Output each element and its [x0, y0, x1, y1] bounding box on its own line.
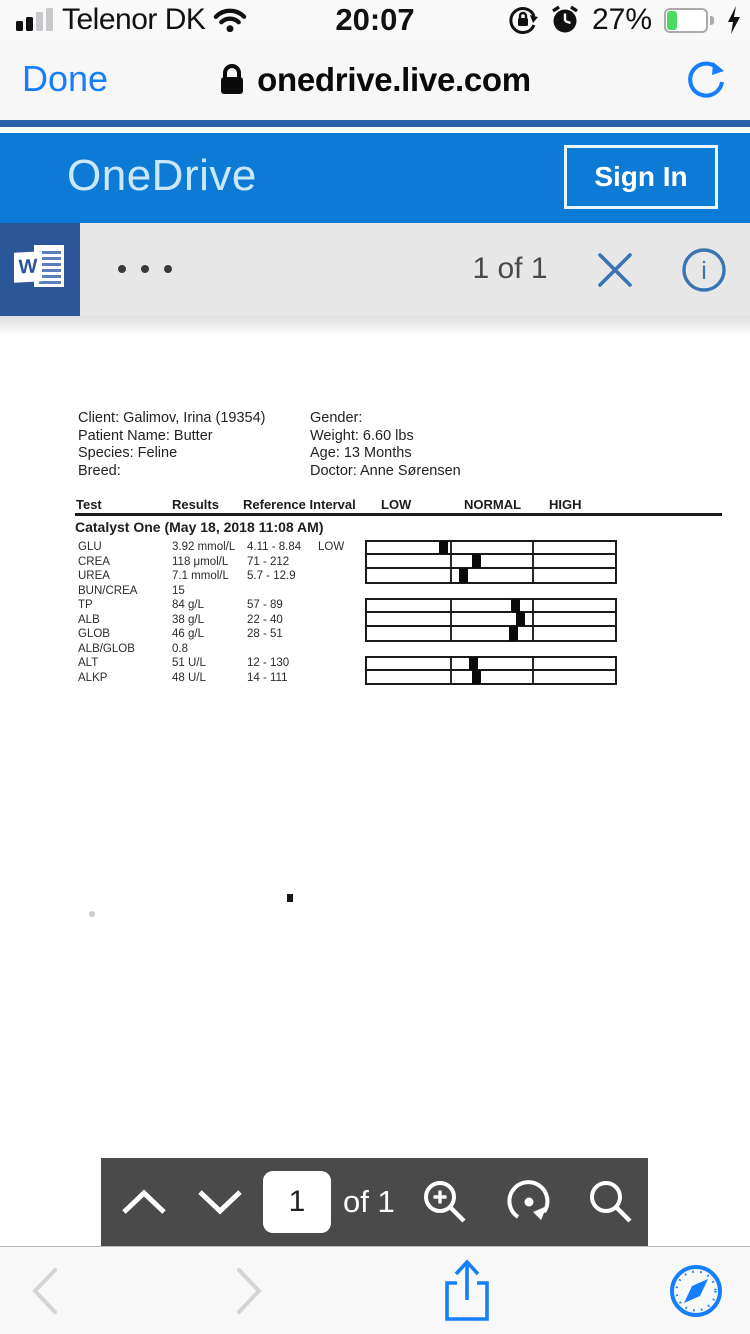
- row-result: 15: [172, 584, 185, 597]
- page-count-label: of 1: [343, 1184, 395, 1219]
- client-line: Patient Name: Butter: [78, 427, 213, 444]
- range-bar: [365, 569, 617, 584]
- forward-icon[interactable]: [226, 1247, 274, 1334]
- row-test: ALB/GLOB: [78, 642, 135, 655]
- col-results: Results: [172, 497, 219, 512]
- row-interval: 57 - 89: [247, 599, 283, 611]
- table-row: [75, 584, 725, 599]
- table-row: [75, 540, 725, 555]
- range-bar: [365, 613, 617, 628]
- result-marker: [516, 612, 525, 627]
- col-normal: NORMAL: [464, 497, 522, 512]
- safari-url-bar: [0, 40, 750, 120]
- scan-speck: [287, 894, 293, 902]
- result-marker: [459, 568, 468, 583]
- range-tick: [450, 613, 452, 626]
- page-number-input[interactable]: [263, 1171, 331, 1233]
- range-bar: [365, 555, 617, 570]
- client-line: Age: 13 Months: [310, 445, 412, 461]
- range-tick: [450, 671, 452, 684]
- row-test: ALB: [78, 613, 100, 626]
- range-tick: [532, 600, 534, 611]
- range-tick: [532, 658, 534, 669]
- next-page-icon[interactable]: [193, 1158, 247, 1246]
- word-file-icon: W: [14, 243, 66, 297]
- range-bar: [365, 671, 617, 686]
- row-result: 84 g/L: [172, 599, 204, 611]
- table-row: [75, 613, 725, 628]
- lock-icon: [219, 63, 245, 97]
- row-result: 3.92 mmol/L: [172, 541, 236, 553]
- row-test: GLOB: [78, 628, 110, 640]
- table-row: [75, 598, 725, 613]
- share-icon[interactable]: [438, 1247, 496, 1334]
- more-options-button[interactable]: [118, 265, 172, 273]
- viewer-toolbar: [0, 223, 750, 316]
- client-line: Client: Galimov, Irina (19354): [78, 410, 266, 426]
- row-result: 7.1 mmol/L: [172, 570, 229, 582]
- table-row: [75, 642, 725, 657]
- row-test: BUN/CREA: [78, 584, 138, 597]
- section-title: Catalyst One (May 18, 2018 11:08 AM): [75, 519, 324, 535]
- address-field[interactable]: [0, 40, 750, 120]
- range-bar: [365, 598, 617, 613]
- done-button[interactable]: Done: [22, 58, 109, 99]
- range-tick: [532, 613, 534, 626]
- result-marker: [469, 657, 478, 670]
- carrier-label: Telenor DK: [62, 3, 206, 36]
- row-test: GLU: [78, 541, 102, 553]
- table-row: [75, 671, 725, 686]
- table-row: [75, 569, 725, 584]
- row-interval: 14 - 111: [247, 671, 288, 684]
- charging-bolt-icon: [726, 6, 742, 34]
- result-marker: [439, 541, 448, 554]
- battery-icon: [664, 8, 714, 33]
- row-interval: 28 - 51: [247, 628, 283, 640]
- info-icon[interactable]: [681, 247, 727, 293]
- test-rows: [75, 540, 725, 685]
- scan-speck: [89, 911, 95, 917]
- table-row: [75, 555, 725, 570]
- result-marker: [509, 626, 518, 641]
- search-icon[interactable]: [583, 1158, 639, 1246]
- onedrive-header: [0, 133, 750, 223]
- pager-toolbar: [101, 1158, 648, 1246]
- toolbar-shadow: [0, 316, 750, 334]
- range-bar: [365, 627, 617, 642]
- safari-compass-icon[interactable]: [666, 1247, 726, 1334]
- row-flag: LOW: [318, 541, 345, 553]
- row-result: 38 g/L: [172, 613, 204, 626]
- row-test: TP: [78, 599, 93, 611]
- range-tick: [532, 555, 534, 568]
- result-marker: [472, 670, 481, 685]
- client-line: Breed:: [78, 462, 121, 479]
- refresh-icon[interactable]: [684, 58, 728, 106]
- divider: [0, 127, 750, 133]
- range-tick: [532, 542, 534, 553]
- range-tick: [450, 555, 452, 568]
- row-test: ALKP: [78, 671, 108, 684]
- progress-bar: [0, 120, 750, 127]
- col-test: Test: [76, 497, 102, 512]
- range-bar: [365, 540, 617, 555]
- status-bar: [0, 0, 750, 40]
- range-tick: [450, 658, 452, 669]
- onedrive-logo: OneDrive: [67, 151, 257, 200]
- client-line: Gender:: [310, 410, 363, 426]
- range-tick: [532, 627, 534, 640]
- range-tick: [450, 627, 452, 640]
- result-marker: [511, 599, 520, 612]
- battery-fill: [667, 11, 677, 30]
- clock: 20:07: [335, 2, 415, 37]
- range-bar: [365, 656, 617, 671]
- row-result: 46 g/L: [172, 628, 204, 640]
- row-result: 48 U/L: [172, 671, 206, 684]
- row-interval: 12 - 130: [247, 657, 290, 669]
- range-tick: [532, 671, 534, 684]
- row-interval: 22 - 40: [247, 613, 283, 626]
- rotate-icon[interactable]: [501, 1158, 557, 1246]
- col-high: HIGH: [549, 497, 582, 512]
- word-file-badge: [0, 223, 80, 316]
- row-test: ALT: [78, 657, 99, 669]
- col-low: LOW: [381, 497, 412, 512]
- document-page: [0, 334, 750, 1158]
- previous-page-icon[interactable]: [117, 1158, 171, 1246]
- row-result: 118 μmol/L: [172, 555, 229, 568]
- safari-bottom-bar: [0, 1246, 750, 1334]
- row-test: UREA: [78, 570, 110, 582]
- alarm-icon: [550, 5, 580, 35]
- range-tick: [532, 569, 534, 582]
- client-line: Doctor: Anne Sørensen: [310, 462, 461, 479]
- row-interval: 5.7 - 12.9: [247, 570, 296, 582]
- battery-percent-label: 27%: [591, 3, 652, 36]
- client-line: Weight: 6.60 lbs: [310, 427, 414, 444]
- result-marker: [472, 554, 481, 569]
- close-icon[interactable]: [595, 250, 635, 290]
- row-test: CREA: [78, 555, 110, 568]
- back-icon[interactable]: [20, 1247, 68, 1334]
- header-rule: [75, 513, 722, 516]
- svg-text:i: i: [701, 257, 707, 285]
- sign-in-button[interactable]: Sign In: [564, 145, 718, 209]
- range-tick: [450, 569, 452, 582]
- page-indicator: 1 of 1: [472, 252, 548, 285]
- row-result: 51 U/L: [172, 657, 206, 669]
- table-row: [75, 627, 725, 642]
- client-line: Species: Feline: [78, 445, 178, 461]
- col-interval: Reference Interval: [243, 497, 356, 512]
- row-result: 0.8: [172, 642, 188, 655]
- range-tick: [450, 600, 452, 611]
- range-tick: [450, 542, 452, 553]
- row-interval: 71 - 212: [247, 555, 290, 568]
- row-interval: 4.11 - 8.84: [247, 541, 302, 553]
- zoom-in-icon[interactable]: [417, 1158, 473, 1246]
- table-row: [75, 656, 725, 671]
- rotation-lock-icon: [508, 5, 538, 35]
- url-text: onedrive.live.com: [257, 61, 531, 98]
